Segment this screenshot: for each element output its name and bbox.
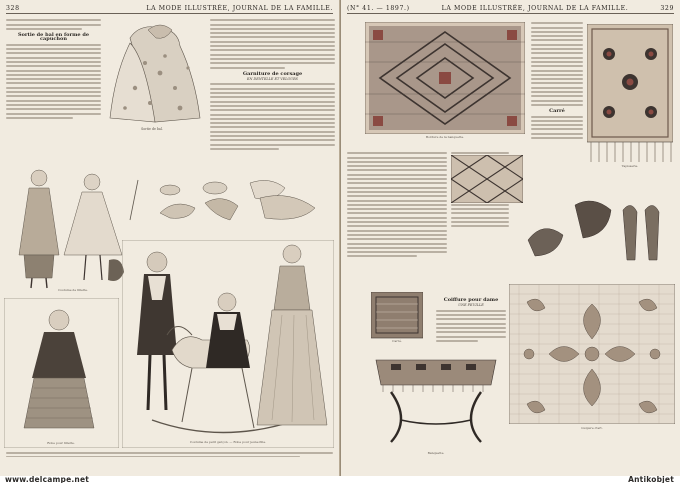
accessories-illustration [150, 168, 320, 228]
left-bottom-captions [6, 450, 333, 460]
section-title-garniture: Garniture de corsage [242, 70, 303, 77]
caption-group: Costume de petit garçon. — Robe pour jeune fille. [189, 440, 267, 444]
left-page [0, 0, 339, 476]
caption-lace: Guipure d'art. [581, 426, 603, 430]
caption-tapestry: Tapisserie. [621, 164, 639, 168]
pattern-sample-illustration [451, 155, 523, 203]
tapestry-panel-illustration [587, 24, 673, 164]
family-group-illustration [122, 240, 334, 448]
left-running-head: LA MODE ILLUSTRÉE, JOURNAL DE LA FAMILLE. [146, 4, 333, 12]
caption-stool: Banquette. [427, 451, 445, 455]
coiffure-text-block [436, 298, 506, 344]
guipure-lace-illustration [509, 284, 675, 424]
ball-wrap-illustration [100, 18, 205, 133]
banquette-illustration [371, 350, 501, 450]
caption-wrap: Sortie de bal. [141, 127, 163, 131]
section-subtitle-coiffure: UNE FEUILLE [458, 303, 484, 308]
left-header-rule [6, 13, 333, 14]
right-column-text-top [531, 20, 583, 141]
left-column-text-top [6, 17, 101, 121]
section-title-carre: Carré [549, 107, 565, 114]
trimmings-illustration [523, 190, 673, 270]
caption-fillette: Robe pour fillette. [47, 441, 75, 445]
right-main-column-text [347, 150, 447, 260]
right-header-rule [347, 13, 674, 14]
watermark-antikobjet: Antikobjet [628, 475, 674, 483]
caption-carre: Carré. [392, 339, 402, 343]
carre-illustration [371, 292, 423, 342]
caption-top-textile: Bordure de la banquette. [425, 135, 465, 139]
right-page [341, 0, 680, 476]
section-title-sortie: Sortie de bal en forme de capuchon [17, 31, 90, 43]
watermark-delcampe: www.delcampe.net [5, 475, 90, 483]
left-page-number: 328 [6, 4, 20, 12]
section-subtitle-garniture: EN DENTELLE ET VELOURS [247, 76, 298, 81]
textile-border-illustration [365, 22, 525, 134]
caption-girls: Costume de fillette. [58, 288, 88, 292]
right-running-head: LA MODE ILLUSTRÉE, JOURNAL DE LA FAMILLE. [441, 4, 629, 12]
middle-column-text [210, 17, 335, 152]
section-title-coiffure: Coiffure pour dame [443, 297, 499, 303]
fillette-illustration [4, 298, 119, 448]
right-page-number: 329 [660, 4, 674, 12]
issue-number: (N° 41. — 1897.) [347, 4, 410, 12]
